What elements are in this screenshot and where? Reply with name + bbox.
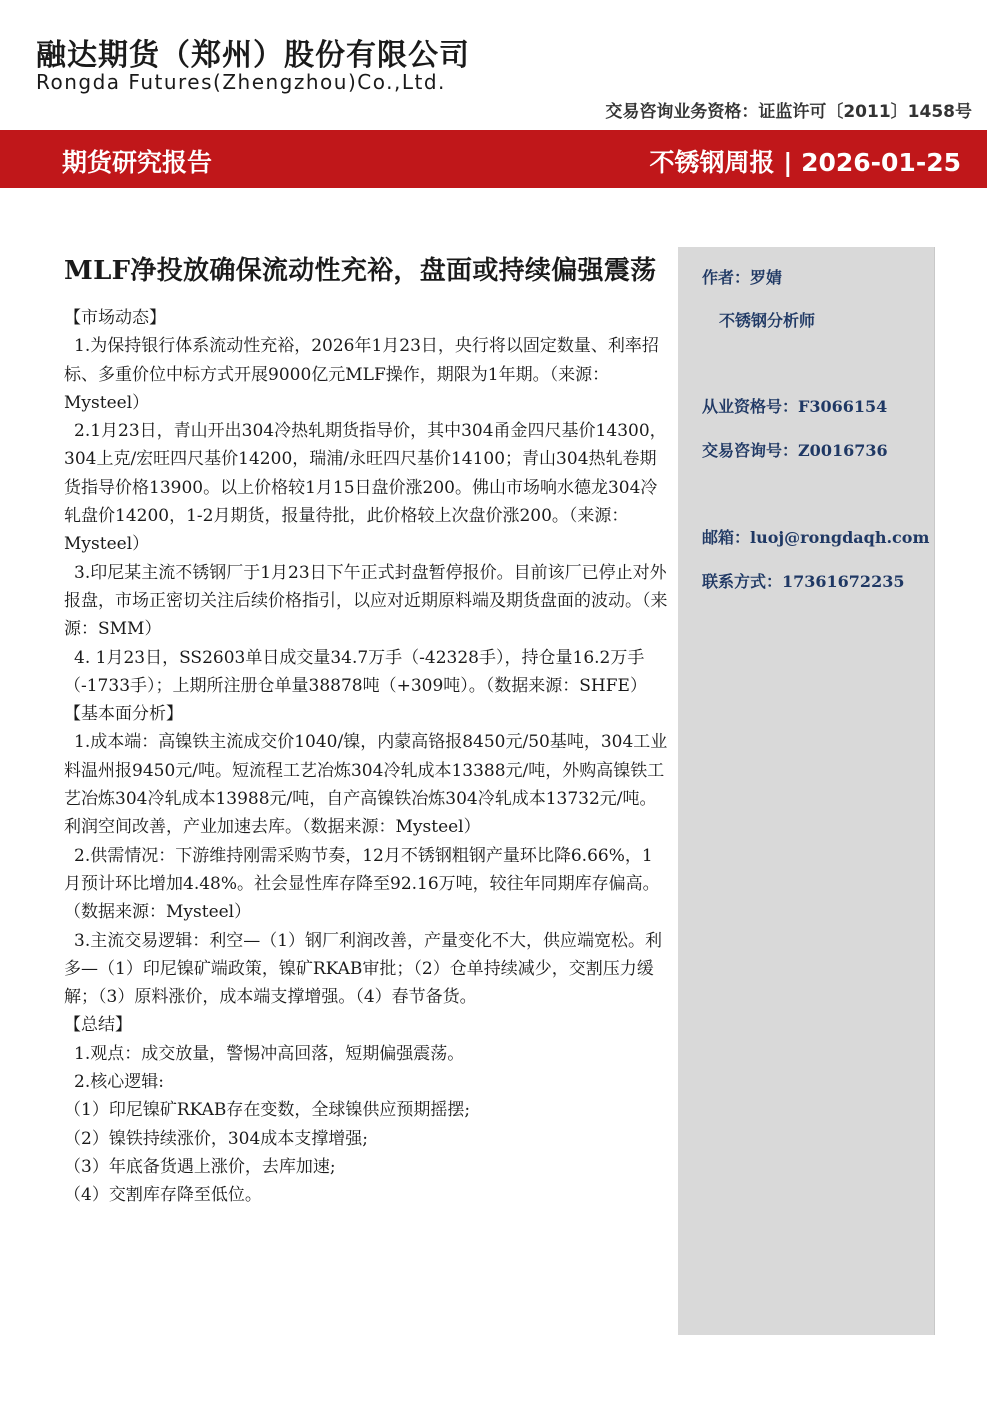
consult-number: 交易咨询号：Z0016736 — [702, 441, 888, 460]
company-name-en: Rongda Futures(Zhengzhou)Co.,Ltd. — [36, 70, 446, 94]
logic-item-2: （2）镍铁持续涨价，304成本支撑增强; — [64, 1128, 368, 1149]
summary-item-1: 1.观点：成交放量，警惕冲高回落，短期偏强震荡。 — [74, 1043, 465, 1064]
company-name-cn: 融达期货（郑州）股份有限公司 — [36, 38, 470, 73]
report-title-date: 不锈钢周报 | 2026-01-25 — [649, 148, 961, 177]
section-heading-summary: 【总结】 — [64, 1015, 132, 1036]
report-banner — [0, 130, 987, 188]
report-type: 期货研究报告 — [62, 148, 213, 177]
qualification-number: 从业资格号：F3066154 — [702, 397, 888, 416]
author-phone: 联系方式：17361672235 — [702, 572, 905, 591]
logic-item-1: （1）印尼镍矿RKAB存在变数，全球镍供应预期摇摆; — [64, 1100, 471, 1121]
author-sidebar — [678, 247, 935, 1335]
author-email: 邮箱：luoj@rongdaqh.com — [702, 528, 930, 547]
market-item-3: 3.印尼某主流不锈钢厂于1月23日下午正式封盘暂停报价。目前该厂已停止对外报盘，市场正密切关注后续价格指引，以应对近期原料端及期货盘面的波动。（来源：SMM） — [64, 562, 668, 640]
section-heading-market: 【市场动态】 — [64, 308, 166, 328]
logic-item-4: （4）交割库存降至低位。 — [64, 1185, 262, 1206]
market-item-1: 1.为保持银行体系流动性充裕，2026年1月23日，央行将以固定数量、利率招标、多重价位中标方式开展9000亿元MLF操作，期限为1年期。（来源：Mysteel） — [64, 336, 659, 413]
market-item-4: 4. 1月23日，SS2603单日成交量34.7万手（-42328手），持仓量16.2万手（-1733手）；上期所注册仓单量38878吨（+309吨）。（数据来源：SHFE） — [64, 647, 647, 696]
article-headline: MLF净投放确保流动性充裕，盘面或持续偏强震荡 — [64, 256, 657, 286]
fundamentals-item-3: 3.主流交易逻辑：利空—（1）钢厂利润改善，产量变化不大，供应端宽松。利多—（1）印尼镍矿端政策，镍矿RKAB审批；（2）仓单持续减少，交割压力缓解；（3）原料涨价，成本端支撑增强。（4）春节备货。 — [64, 930, 663, 1008]
fundamentals-item-2: 2.供需情况：下游维持刚需采购节奏，12月不锈钢粗钢产量环比降6.66%，1月预计环比增加4.48%。社会显性库存降至92.16万吨，较往年同期库存偏高。（数据来源：Mysteel） — [64, 845, 660, 923]
logic-item-3: （3）年底备货遇上涨价，去库加速; — [64, 1156, 336, 1177]
market-item-2: 2.1月23日，青山开出304冷热轧期货指导价，其中304甬金四尺基价14300，304上克/宏旺四尺基价14200，瑞浦/永旺四尺基价14100；青山304热轧卷期货指导价格13900。以上价格较1月15日盘价涨200。佛山市场响水德龙304冷轧盘价14200，1-2月期货，报量待批，此价格较上次盘价涨200。（来源：Mysteel） — [64, 421, 667, 555]
fundamentals-item-1: 1.成本端：高镍铁主流成交价1040/镍，内蒙高铬报8450元/50基吨，304工业料温州报9450元/吨。短流程工艺冶炼304冷轧成本13388元/吨，外购高镍铁工艺冶炼304冷轧成本13988元/吨，自产高镍铁冶炼304冷轧成本13732元/吨。利润空间改善，产业加速去库。（数据来源：Mysteel） — [64, 732, 668, 838]
article-body — [64, 250, 668, 1210]
author-name: 作者：罗婧 — [702, 268, 783, 287]
license-text: 交易咨询业务资格：证监许可〔2011〕1458号 — [605, 102, 972, 122]
summary-item-2: 2.核心逻辑: — [74, 1072, 164, 1093]
section-heading-fundamentals: 【基本面分析】 — [64, 704, 183, 725]
author-title: 不锈钢分析师 — [719, 311, 816, 330]
